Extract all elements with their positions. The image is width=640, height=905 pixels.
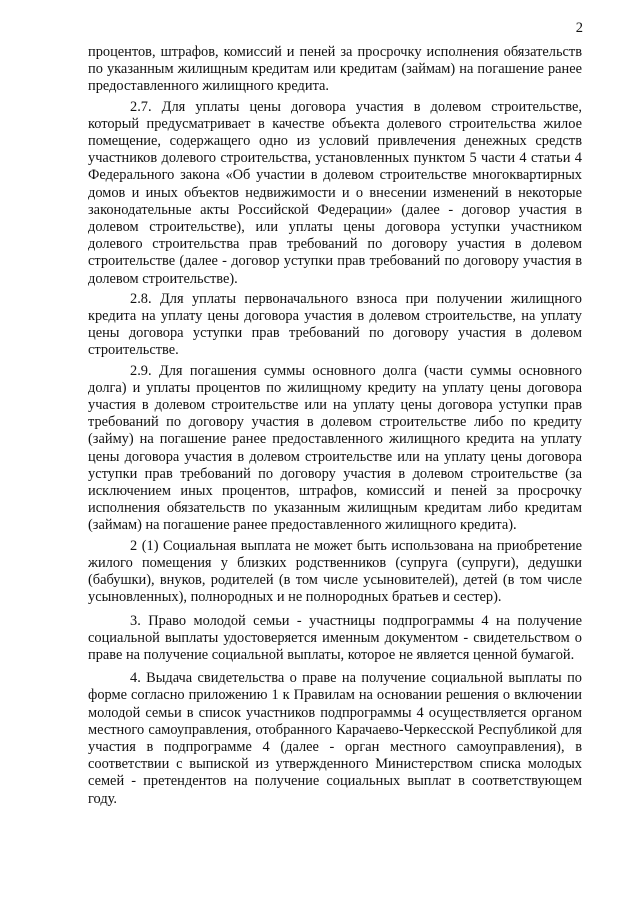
paragraph-continuation: процентов, штрафов, комиссий и пеней за просрочку исполнения обязательств по указанным жилищным кредитам или кредитам (займам) на погашение ранее предоставленного жилищного кредита.	[88, 44, 582, 95]
document-body	[88, 44, 582, 811]
page-number: 2	[575, 20, 583, 36]
paragraph-4: 4. Выдача свидетельства о праве на получение социальной выплаты по форме согласно приложению 1 к Правилам на основании решения о включении молодой семьи в список участников подпрограммы 4 осуществляется органом местного самоуправления, отобранного Карачаево-Черкесской Республикой для участия в подпрограмме 4 (далее - орган местного самоуправления), в соответствии с выпиской из утвержденного Министерством списка молодых семей - претендентов на получение социальных выплат в соответствующем году.	[88, 670, 582, 807]
paragraph-2-9: 2.9. Для погашения суммы основного долга (части суммы основного долга) и уплаты процентов по жилищному кредиту на уплату цены договора участия в долевом строительстве или на уплату цены договора уступки прав требований по договору участия в долевом строительстве либо по кредиту (займу) на погашение ранее предоставленного жилищного кредита на уплату цены договора участия в долевом строительстве или на уплату цены договора уступки прав требований по договору участия в долевом строительстве (за исключением иных процентов, штрафов, комиссий и пеней за просрочку исполнения обязательств по указанным жилищным кредитам либо кредитам (займам) на погашение ранее предоставленного жилищного кредита).	[88, 362, 582, 534]
paragraph-3: 3. Право молодой семьи - участницы подпрограммы 4 на получение социальной выплаты удостоверяется именным документом - свидетельством о праве на получение социальной выплаты, которое не является ценной бумагой.	[88, 612, 582, 663]
paragraph-2-1: 2 (1) Социальная выплата не может быть использована на приобретение жилого помещения у близких родственников (супруга (супруги), дедушки (бабушки), внуков, родителей (в том числе усыновителей), детей (в том числе усыновленных), полнородных и не полнородных братьев и сестер).	[88, 537, 582, 606]
paragraph-2-7: 2.7. Для уплаты цены договора участия в долевом строительстве, который предусматривает в качестве объекта долевого строительства жилое помещение, содержащего одно из условий привлечения денежных средств участников долевого строительства, установленных пунктом 5 части 4 статьи 4 Федерального закона «Об участии в долевом строительстве многоквартирных домов и иных объектов недвижимости и о внесении изменений в некоторые законодательные акты Российской Федерации» (далее - договор участия в долевом строительстве), или уплаты цены договора уступки участником долевого строительства прав требований по договору участия в долевом строительстве (далее - договор уступки прав требований по договору участия в долевом строительстве).	[88, 98, 582, 287]
paragraph-2-8: 2.8. Для уплаты первоначального взноса при получении жилищного кредита на уплату цены договора участия в долевом строительстве, на уплату цены договора уступки прав требований по договору участия в долевом строительстве.	[88, 290, 582, 359]
